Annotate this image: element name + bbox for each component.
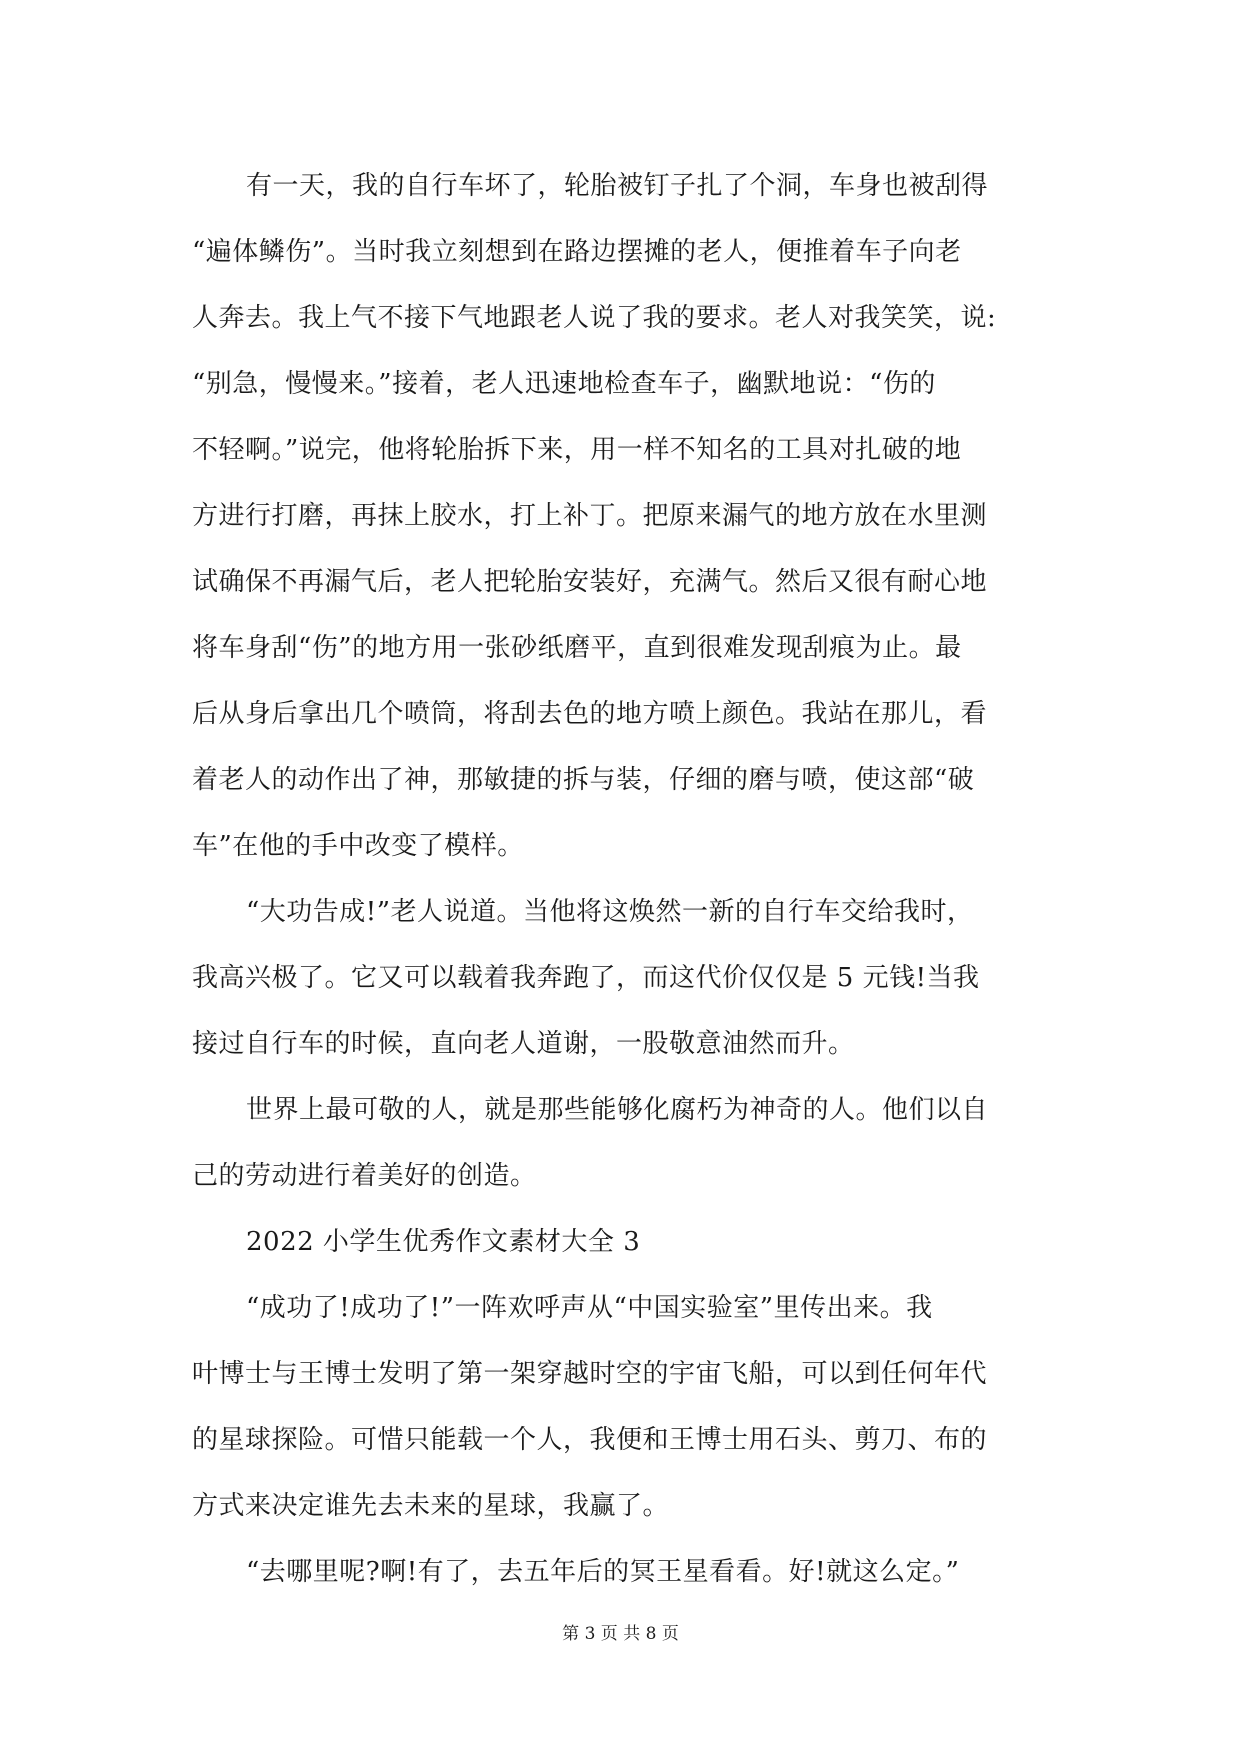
text-line: 人奔去。我上气不接下气地跟老人说了我的要求。老人对我笑笑，说: <box>192 303 997 333</box>
text-line: 我高兴极了。它又可以载着我奔跑了，而这代价仅仅是 5 元钱!当我 <box>192 963 980 993</box>
text-line: 方进行打磨，再抹上胶水，打上补丁。把原来漏气的地方放在水里测 <box>192 501 988 531</box>
text-line: 着老人的动作出了神，那敏捷的拆与装，仔细的磨与喷，使这部“破 <box>192 765 975 795</box>
page-number-footer: 第 3 页 共 8 页 <box>562 1624 679 1644</box>
text-line: 世界上最可敬的人，就是那些能够化腐朽为神奇的人。他们以自 <box>246 1095 989 1125</box>
section-heading: 2022 小学生优秀作文素材大全 3 <box>246 1227 641 1257</box>
text-line: 的星球探险。可惜只能载一个人，我便和王博士用石头、剪刀、布的 <box>192 1425 988 1455</box>
text-line: 有一天，我的自行车坏了，轮胎被钉子扎了个洞，车身也被刮得 <box>246 171 989 201</box>
text-line: 不轻啊。”说完，他将轮胎拆下来，用一样不知名的工具对扎破的地 <box>192 435 962 465</box>
text-line: 后从身后拿出几个喷筒，将刮去色的地方喷上颜色。我站在那儿，看 <box>192 699 988 729</box>
text-line: “别急，慢慢来。”接着，老人迅速地检查车子，幽默地说：“伤的 <box>192 369 936 399</box>
document-body <box>192 153 1054 1605</box>
text-line: 己的劳动进行着美好的创造。 <box>192 1161 537 1191</box>
text-line: 叶博士与王博士发明了第一架穿越时空的宇宙飞船，可以到任何年代 <box>192 1359 988 1389</box>
text-line: 将车身刮“伤”的地方用一张砂纸磨平，直到很难发现刮痕为止。最 <box>192 633 962 663</box>
text-line: 方式来决定谁先去未来的星球，我赢了。 <box>192 1491 670 1521</box>
text-line: 车”在他的手中改变了模样。 <box>192 831 524 861</box>
text-line: “去哪里呢?啊!有了，去五年后的冥王星看看。好!就这么定。” <box>246 1557 960 1587</box>
text-line: “大功告成!”老人说道。当他将这焕然一新的自行车交给我时， <box>246 897 974 927</box>
text-line: “成功了!成功了!”一阵欢呼声从“中国实验室”里传出来。我 <box>246 1293 933 1323</box>
text-line: “遍体鳞伤”。当时我立刻想到在路边摆摊的老人，便推着车子向老 <box>192 237 962 267</box>
text-line: 试确保不再漏气后，老人把轮胎安装好，充满气。然后又很有耐心地 <box>192 567 988 597</box>
text-line: 接过自行车的时候，直向老人道谢，一股敬意油然而升。 <box>192 1029 855 1059</box>
